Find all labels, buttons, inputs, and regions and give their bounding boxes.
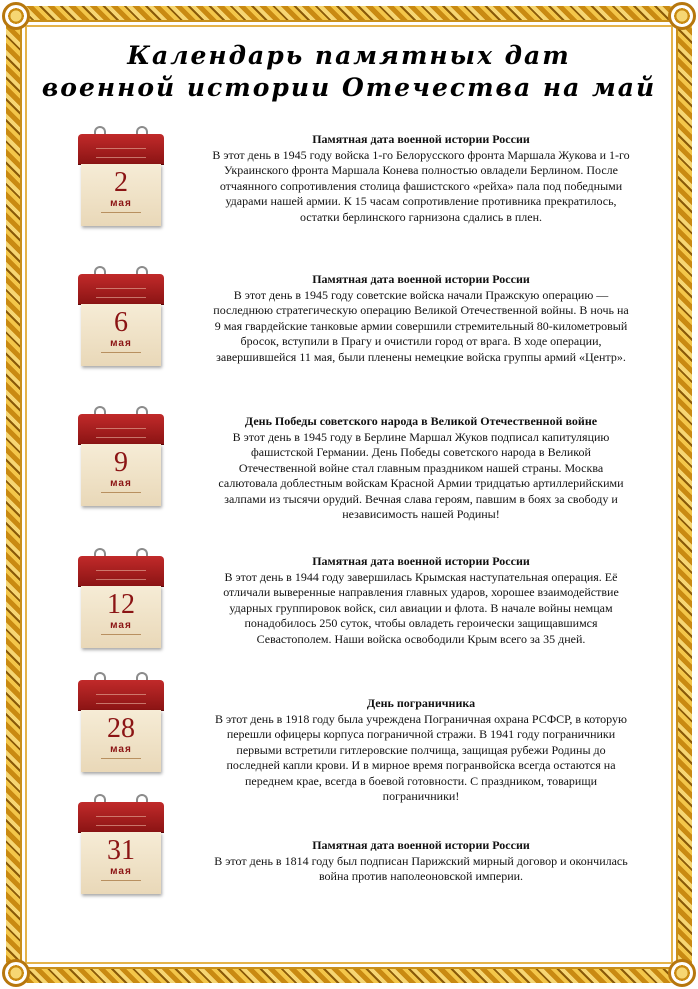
corner-ornament-icon xyxy=(668,959,696,987)
calendar-page-icon xyxy=(78,794,164,894)
calendar-day: 2 xyxy=(114,167,128,198)
entry-text xyxy=(212,414,630,523)
calendar-month: мая xyxy=(110,478,132,489)
entry-text xyxy=(212,554,630,647)
entry-heading: Памятная дата военной истории России xyxy=(312,838,530,852)
calendar-page-icon xyxy=(78,126,164,226)
entry-body: В этот день в 1944 году завершилась Крымская наступательная операция. Её отличали выверенные направления главных ударов, хорошее взаимодействие ударных группировок войск, сил авиации и флота. В начале войны немцам понадобилось 250 суток, чтобы овладеть героически защищавшимся Севастополем. Наши войска освободили Крым всего за 35 дней. xyxy=(223,569,619,646)
calendar-day: 6 xyxy=(114,307,128,338)
entry-heading: День пограничника xyxy=(366,696,476,710)
calendar-day: 28 xyxy=(107,713,135,744)
calendar-page-icon xyxy=(78,266,164,366)
calendar-month: мая xyxy=(110,338,132,349)
calendar-month: мая xyxy=(110,198,132,209)
entry-heading: Памятная дата военной истории России xyxy=(312,272,530,286)
title-line-2: военной истории Отечества на май xyxy=(41,73,657,102)
entry-body: В этот день в 1814 году был подписан Парижский мирный договор и окончилась война против наполеоновской империи. xyxy=(214,853,628,883)
calendar-day: 9 xyxy=(114,447,128,478)
entry-heading: День Победы советского народа в Великой Отечественной войне xyxy=(244,414,598,428)
calendar-month: мая xyxy=(110,866,132,877)
entry-text xyxy=(212,696,630,805)
calendar-month: мая xyxy=(110,620,132,631)
calendar-page-icon xyxy=(78,406,164,506)
entry-body: В этот день в 1945 году советские войска начали Пражскую операцию — последнюю стратегическую операцию Великой Отечественной войны. В ночь на 9 мая гвардейские танковые армии совершили стремительный 80-километровый бросок, вступили в Прагу и очистили город от врага. В ходе операции, завершившейся 11 мая, были пленены немецкие войска группы армий «Центр». xyxy=(213,287,629,364)
entry-heading: Памятная дата военной истории России xyxy=(312,554,530,568)
page-title xyxy=(0,40,698,104)
entry-body: В этот день в 1945 году войска 1-го Белорусского фронта Маршала Жукова и 1-го Украинского фронта Маршала Конева полностью овладели Берлином. После отчаянного сопротивления столица фашистского «рейха» пала под победными ударами нашей армии. К 15 часам сопротивление противника прекратилось, остатки берлинского гарнизона сдались в плен. xyxy=(212,147,630,224)
calendar-day: 12 xyxy=(107,589,135,620)
calendar-page-icon xyxy=(78,548,164,648)
corner-ornament-icon xyxy=(2,959,30,987)
calendar-day: 31 xyxy=(107,835,135,866)
title-line-1: Календарь памятных дат xyxy=(127,41,571,70)
entry-heading: Памятная дата военной истории России xyxy=(312,132,530,146)
entry-text xyxy=(212,838,630,885)
calendar-page-icon xyxy=(78,672,164,772)
entry-text xyxy=(212,272,630,365)
calendar-month: мая xyxy=(110,744,132,755)
entry-text xyxy=(212,132,630,225)
entry-body: В этот день в 1918 году была учреждена Пограничная охрана РСФСР, в которую перешли офицеры корпуса пограничной стражи. В 1941 году пограничники первыми встретили гитлеровские полчища, защищая рубежи Родины до последней капли крови. И в мирное время погранвойска всегда остаются на переднем крае, всегда в боевой готовности. С праздником, товарищи пограничники! xyxy=(215,711,627,803)
corner-ornament-icon xyxy=(668,2,696,30)
entry-body: В этот день в 1945 году в Берлине Маршал Жуков подписал капитуляцию фашистской Германии. День Победы советского народа в Великой Отечественной войне стал главным праздником нашей страны. Москва салютовала доблестным войскам Красной Армии тридцатью артиллерийскими залпами из тысячи орудий. Вечная слава героям, павшим в боях за свободу и независимость нашей Родины! xyxy=(218,429,624,521)
corner-ornament-icon xyxy=(2,2,30,30)
